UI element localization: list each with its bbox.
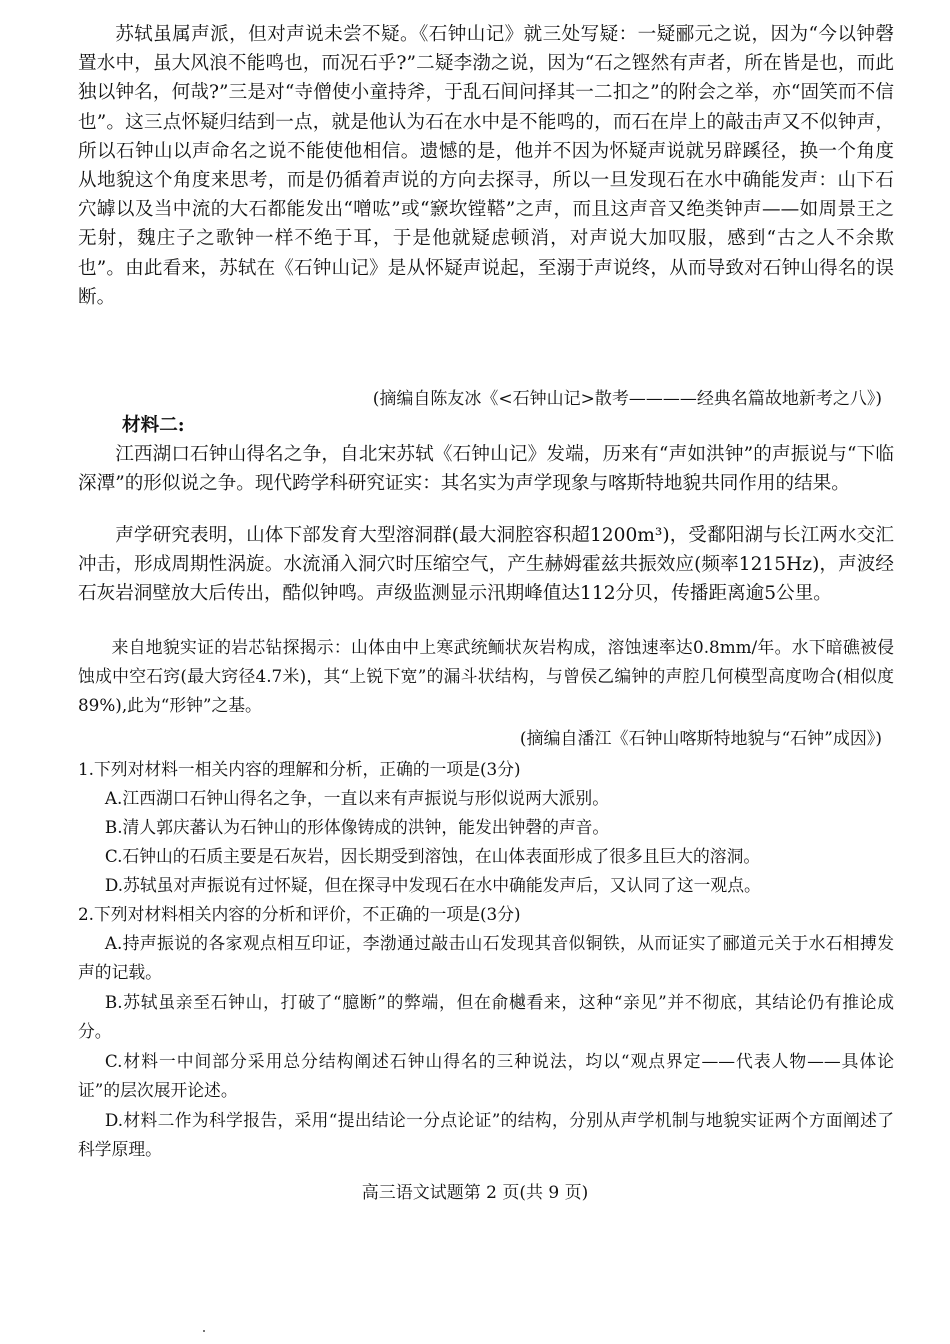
question-1-option-a: A.江西湖口石钟山得名之争，一直以来有声振说与形似说两大派别。: [104, 788, 609, 808]
question-1-stem: 1.下列对材料一相关内容的理解和分析，正确的一项是(3分): [78, 759, 521, 779]
question-2-stem: 2.下列对材料相关内容的分析和评价，不正确的一项是(3分): [78, 904, 521, 924]
page-footer: 高三语文试题第 2 页(共 9 页): [361, 1183, 589, 1203]
stray-dot: [203, 1330, 205, 1332]
question-2-option-b: B.苏轼虽亲至石钟山，打破了“臆断”的弊端，但在俞樾看来，这种“亲见”并不彻底，其结论仍有推论成分。: [78, 992, 894, 1041]
material2-label: 材料二:: [122, 415, 185, 436]
material2-paragraph-1: 江西湖口石钟山得名之争，自北宋苏轼《石钟山记》发端，历来有“声如洪钟”的声振说与“下临深潭”的形似说之争。现代跨学科研究证实：其名实为声学现象与喀斯特地貌共同作用的结果。: [78, 444, 894, 495]
source-citation-1: (摘编自陈友冰《<石钟山记>散考————经典名篇故地新考之八》): [372, 389, 882, 409]
question-1-option-b: B.清人郭庆蕃认为石钟山的形体像铸成的洪钟，能发出钟磬的声音。: [104, 817, 610, 837]
material1-paragraph: 苏轼虽属声派，但对声说未尝不疑。《石钟山记》就三处写疑：一疑郦元之说，因为“今以钟磬置水中，虽大风浪不能鸣也，而况石乎?”二疑李渤之说，因为“石之铿然有声者，所在皆是也，而此独以钟名，何哉?”三是对“寺僧使小童持斧，于乱石间问择其一二扣之”的附会之举，亦“固笑而不信也”。这三点怀疑归结到一点，就是他认为石在水中是不能鸣的，而石在岸上的敲击声又不似钟声，所以石钟山以声命名之说不能使他相信。遗憾的是，他并不因为怀疑声说就另辟蹊径，换一个角度从地貌这个角度来思考，而是仍循着声说的方向去探寻，所以一旦发现石在水中确能发声：山下石穴罅以及当中流的大石都能发出“噌吰”或“窾坎镗鞳”之声，而且这声音又绝类钟声——如周景王之无射，魏庄子之歌钟一样不绝于耳，于是他就疑虑顿消，对声说大加叹服，感到“古之人不余欺也”。由此看来，苏轼在《石钟山记》是从怀疑声说起，至溺于声说终，从而导致对石钟山得名的误断。: [78, 24, 894, 308]
question-2-option-a: A.持声振说的各家观点相互印证，李渤通过敲击山石发现其音似铜铁，从而证实了郦道元关于水石相搏发声的记载。: [78, 933, 894, 982]
question-1-option-d: D.苏轼虽对声振说有过怀疑，但在探寻中发现石在水中确能发声后，又认同了这一观点。: [104, 875, 761, 895]
material2-paragraph-3: 来自地貌实证的岩芯钻探揭示：山体由中上寒武统鲕状灰岩构成，溶蚀速率达0.8mm/年。水下暗礁被侵蚀成中空石窍(最大窍径4.7米)，其“上锐下宽”的漏斗状结构，与曾侯乙编钟的声腔几何模型高度吻合(相似度89%),此为“形钟”之基。: [78, 637, 894, 716]
question-2-option-d: D.材料二作为科学报告，采用“提出结论一分点论证”的结构，分别从声学机制与地貌实证两个方面阐述了科学原理。: [78, 1110, 894, 1159]
source-citation-2: (摘编自潘江《石钟山喀斯特地貌与“石钟”成因》): [519, 729, 882, 749]
question-2-option-c: C.材料一中间部分采用总分结构阐述石钟山得名的三种说法，均以“观点界定——代表人物——具体论证”的层次展开论述。: [78, 1051, 894, 1100]
question-1-option-c: C.石钟山的石质主要是石灰岩，因长期受到溶蚀，在山体表面形成了很多且巨大的溶洞。: [104, 846, 761, 866]
material2-paragraph-2: 声学研究表明，山体下部发育大型溶洞群(最大洞腔容积超1200m³)，受鄱阳湖与长江两水交汇冲击，形成周期性涡旋。水流涌入洞穴时压缩空气，产生赫姆霍兹共振效应(频率1215Hz)，声波经石灰岩洞壁放大后传出，酷似钟鸣。声级监测显示汛期峰值达112分贝，传播距离逾5公里。: [78, 525, 894, 605]
